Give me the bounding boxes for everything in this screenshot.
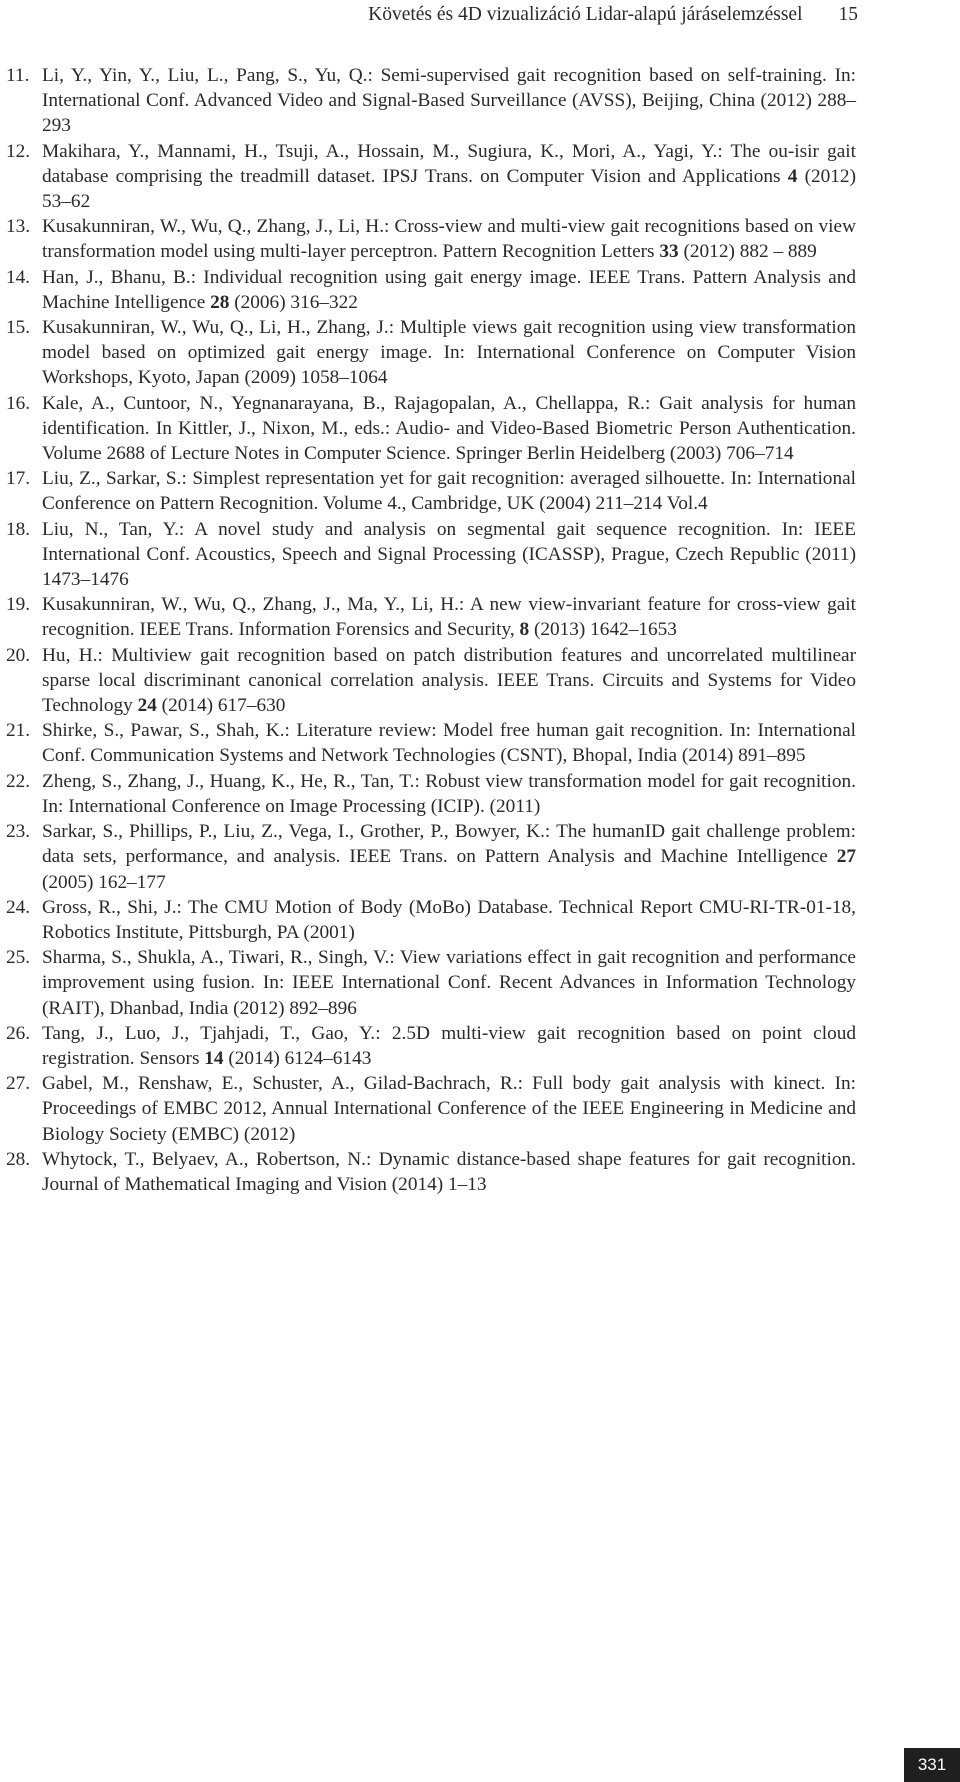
reference-item xyxy=(6,819,856,895)
reference-item xyxy=(6,1021,856,1071)
reference-number: 13. xyxy=(6,216,31,238)
reference-number: 27. xyxy=(6,1073,31,1095)
reference-text-tail: (2006) 316–322 xyxy=(229,291,358,313)
reference-item xyxy=(6,63,856,139)
reference-volume: 4 xyxy=(787,165,798,187)
reference-text: Li, Y., Yin, Y., Liu, L., Pang, S., Yu, Q.: Semi-supervised gait recognition based on self-training. In: International Conf. Advanced Video and Signal-Based Surveillance (AVSS), Beijing, China (2012) 288–293 xyxy=(42,65,856,137)
reference-text xyxy=(42,141,856,212)
reference-text-tail: (2005) 162–177 xyxy=(42,871,166,893)
reference-number: 12. xyxy=(6,140,31,162)
reference-text: Gross, R., Shi, J.: The CMU Motion of Body (MoBo) Database. Technical Report CMU-RI-TR-01-18, Robotics Institute, Pittsburgh, PA (2001) xyxy=(42,896,856,943)
reference-text: Whytock, T., Belyaev, A., Robertson, N.: Dynamic distance-based shape features for gait recognition. Journal of Mathematical Imaging and Vision (2014) 1–13 xyxy=(42,1148,856,1195)
reference-number: 16. xyxy=(6,392,31,414)
reference-item xyxy=(6,592,856,642)
reference-item xyxy=(6,517,856,593)
reference-text: Kusakunniran, W., Wu, Q., Li, H., Zhang, J.: Multiple views gait recognition using view transformation model based on optimized gait energy image. In: International Conference on Computer Vision Workshops, Kyoto, Japan (2009) 1058–1064 xyxy=(42,317,856,389)
reference-volume: 27 xyxy=(836,846,856,868)
reference-number: 21. xyxy=(6,720,31,742)
reference-text-tail: (2013) 1642–1653 xyxy=(529,619,677,641)
running-title: Követés és 4D vizualizáció Lidar-alapú járáselemzéssel xyxy=(368,4,803,25)
reference-text-main: Kusakunniran, W., Wu, Q., Zhang, J., Ma, Y., Li, H.: A new view-invariant feature for cross-view gait recognition. IEEE Trans. Information Forensics and Security, xyxy=(42,594,856,641)
reference-number: 23. xyxy=(6,821,31,843)
reference-number: 19. xyxy=(6,594,31,616)
reference-text-main: Sarkar, S., Phillips, P., Liu, Z., Vega, I., Grother, P., Bowyer, K.: The humanID gait challenge problem: data sets, performance, and analysis. IEEE Trans. on Pattern Analysis and Machine Intelligence xyxy=(42,821,856,868)
reference-number: 22. xyxy=(6,770,31,792)
reference-item xyxy=(6,315,856,391)
reference-number: 25. xyxy=(6,947,31,969)
reference-text-main: Makihara, Y., Mannami, H., Tsuji, A., Hossain, M., Sugiura, K., Mori, A., Yagi, Y.: The ou-isir gait database comprising the treadmill dataset. IPSJ Trans. on Computer Vision and Applications xyxy=(42,140,856,187)
reference-item xyxy=(6,1147,856,1197)
reference-text xyxy=(42,594,856,640)
reference-text xyxy=(42,645,856,716)
reference-text-main: Han, J., Bhanu, B.: Individual recognition using gait energy image. IEEE Trans. Pattern Analysis and Machine Intelligence xyxy=(42,266,856,313)
reference-text: Sharma, S., Shukla, A., Tiwari, R., Singh, V.: View variations effect in gait recognition and performance improvement using fusion. In: IEEE International Conf. Recent Advances in Information Technology (RAIT), Dhanbad, India (2012) 892–896 xyxy=(42,947,856,1019)
reference-text-tail: (2014) 6124–6143 xyxy=(223,1047,372,1069)
reference-text-tail: (2012) 882 – 889 xyxy=(678,241,817,263)
reference-number: 20. xyxy=(6,644,31,666)
reference-text: Liu, N., Tan, Y.: A novel study and analysis on segmental gait sequence recognition. In: IEEE International Conf. Acoustics, Speech and Signal Processing (ICASSP), Prague, Czech Republic (2011) 1473–1476 xyxy=(42,518,856,591)
reference-number: 18. xyxy=(6,518,31,540)
reference-number: 24. xyxy=(6,896,31,918)
reference-item xyxy=(6,718,856,768)
reference-list xyxy=(6,63,856,1197)
reference-volume: 24 xyxy=(137,695,157,717)
reference-item xyxy=(6,391,856,467)
reference-item xyxy=(6,214,856,264)
reference-item xyxy=(6,265,856,315)
reference-text-tail: (2012) 53–62 xyxy=(42,165,856,213)
reference-text xyxy=(42,267,856,313)
reference-text-main: Hu, H.: Multiview gait recognition based on patch distribution features and uncorrelated multilinear sparse local discriminant canonical correlation analysis. IEEE Trans. Circuits and Systems for Video Technology xyxy=(42,644,856,717)
reference-item xyxy=(6,1071,856,1147)
reference-item xyxy=(6,895,856,945)
reference-text xyxy=(42,1023,856,1069)
reference-text: Kale, A., Cuntoor, N., Yegnanarayana, B., Rajagopalan, A., Chellappa, R.: Gait analysis for human identification. In Kittler, J., Nixon, M., eds.: Audio- and Video-Based Biometric Person Authentication. Volume 2688 of Lecture Notes in Computer Science. Springer Berlin Heidelberg (2003) 706–714 xyxy=(42,392,856,465)
header-page-number: 15 xyxy=(838,4,858,25)
reference-text: Zheng, S., Zhang, J., Huang, K., He, R., Tan, T.: Robust view transformation model for gait recognition. In: International Conference on Image Processing (ICIP). (2011) xyxy=(42,770,856,817)
reference-text-tail: (2014) 617–630 xyxy=(156,695,286,717)
running-header xyxy=(40,3,858,27)
reference-volume: 28 xyxy=(210,291,230,313)
reference-volume: 14 xyxy=(204,1047,224,1069)
reference-volume: 8 xyxy=(519,619,530,641)
reference-text: Liu, Z., Sarkar, S.: Simplest representation yet for gait recognition: averaged silhouette. In: International Conference on Pattern Recognition. Volume 4., Cambridge, UK (2004) 211–214 Vol.4 xyxy=(42,468,856,515)
reference-number: 26. xyxy=(6,1022,31,1044)
reference-number: 28. xyxy=(6,1148,31,1170)
reference-volume: 33 xyxy=(659,241,679,263)
reference-item xyxy=(6,945,856,1021)
reference-text xyxy=(42,821,856,892)
reference-text: Shirke, S., Pawar, S., Shah, K.: Literature review: Model free human gait recognition. In: International Conf. Communication Systems and Network Technologies (CSNT), Bhopal, India (2014) 891–895 xyxy=(42,720,856,767)
reference-item xyxy=(6,643,856,719)
reference-text xyxy=(42,216,856,262)
reference-text-main: Kusakunniran, W., Wu, Q., Zhang, J., Li, H.: Cross-view and multi-view gait recognitions based on view transformation model using multi-layer perceptron. Pattern Recognition Letters xyxy=(42,216,856,263)
side-page-number: 331 xyxy=(904,1748,960,1782)
reference-number: 17. xyxy=(6,468,31,490)
reference-item xyxy=(6,466,856,516)
reference-item xyxy=(6,139,856,215)
reference-text-main: Tang, J., Luo, J., Tjahjadi, T., Gao, Y.: 2.5D multi-view gait recognition based on point cloud registration. Sensors xyxy=(42,1022,856,1069)
reference-text: Gabel, M., Renshaw, E., Schuster, A., Gilad-Bachrach, R.: Full body gait analysis with kinect. In: Proceedings of EMBC 2012, Annual International Conference of the IEEE Engineering in Medicine and Biology Society (EMBC) (2012) xyxy=(42,1073,856,1145)
reference-item xyxy=(6,769,856,819)
reference-number: 11. xyxy=(6,65,30,86)
reference-number: 15. xyxy=(6,317,31,339)
reference-number: 14. xyxy=(6,266,31,288)
